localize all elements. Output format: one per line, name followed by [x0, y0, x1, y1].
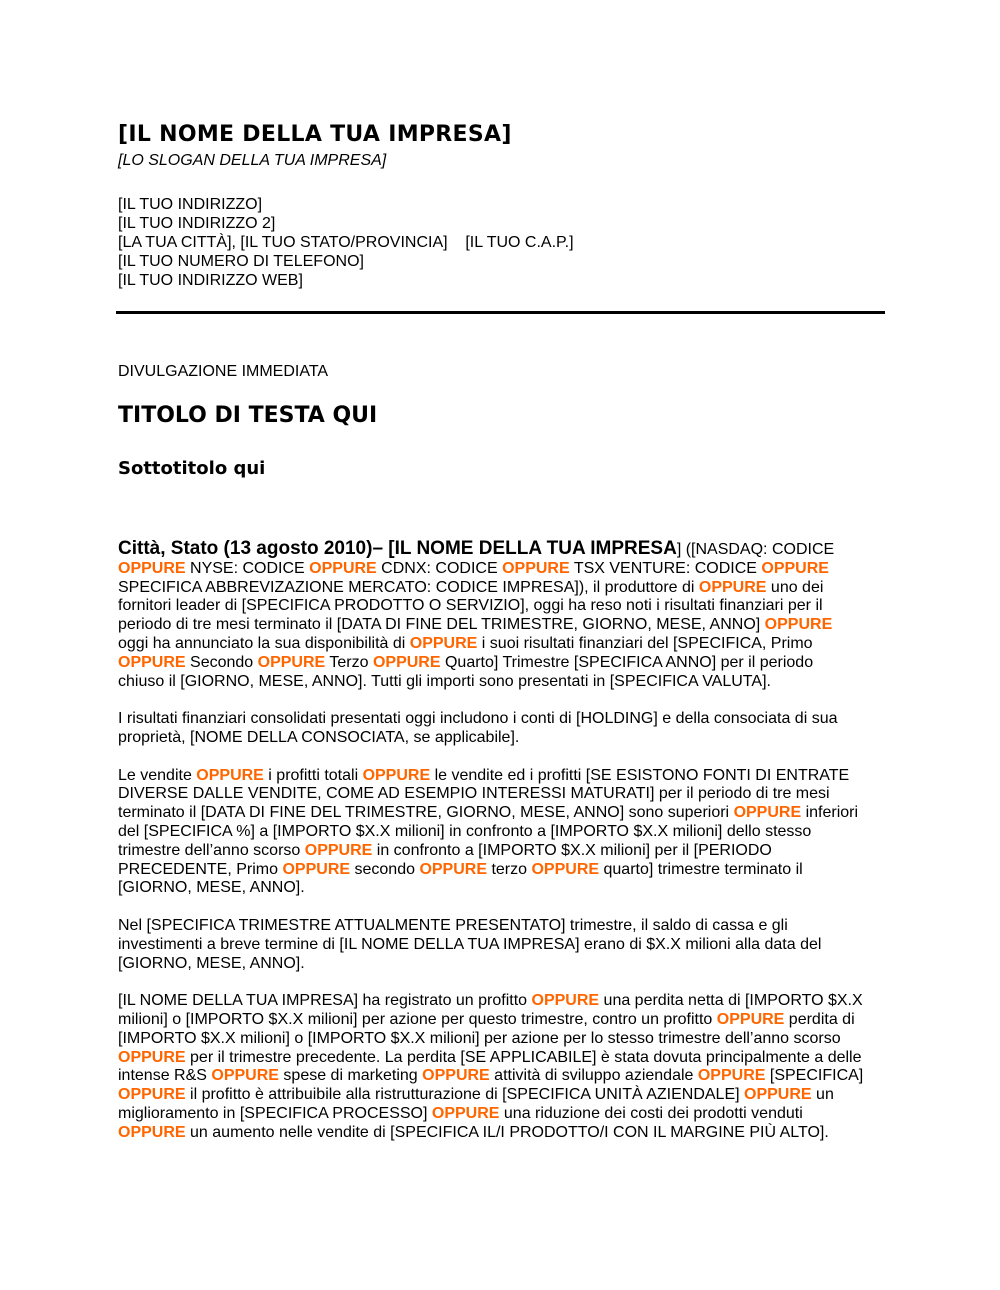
text-segment: [IMPORTO $X.X milioni] o [IMPORTO $X.X milioni] per azione per lo stesso trimestre dell’anno scorso — [118, 1029, 841, 1047]
alternative-keyword: OPPURE — [697, 1067, 766, 1085]
text-segment: del [SPECIFICA %] a [IMPORTO $X.X milioni] in confronto a [IMPORTO $X.X milioni] dello stesso — [118, 822, 812, 840]
text-line — [118, 616, 863, 635]
text-segment: inferiori — [801, 804, 859, 822]
address-block — [118, 195, 574, 290]
text-segment: chiuso il [GIORNO, MESE, ANNO]. Tutti gli importi sono presentati in [SPECIFICA VALUTA]. — [118, 672, 771, 690]
text-segment: oggi ha annunciato la sua disponibilità di — [118, 634, 410, 652]
text-segment: Secondo — [185, 653, 258, 671]
text-segment: miglioramento in [SPECIFICA PROCESSO] — [118, 1104, 432, 1122]
alternative-keyword: OPPURE — [118, 559, 186, 577]
dateline-lead: Città, Stato (13 agosto 2010)– [IL NOME DELLA TUA IMPRESA — [118, 538, 677, 559]
text-segment: investimenti a breve termine di [IL NOME DELLA TUA IMPRESA] erano di $X.X milioni alla data del — [118, 935, 822, 953]
text-segment: intense R&S — [118, 1067, 212, 1085]
text-segment: terzo — [487, 860, 532, 878]
alternative-keyword: OPPURE — [419, 860, 488, 878]
text-segment: proprietà, [NOME DELLA CONSOCIATA, se applicabile]. — [118, 728, 520, 746]
text-segment: SPECIFICA ABBREVIZAZIONE MERCATO: CODICE IMPRESA]), il produttore di — [118, 578, 699, 596]
release-body — [118, 540, 863, 1161]
text-segment: per il trimestre precedente. La perdita [SE APPLICABILE] è stata dovuta principalmente a delle — [185, 1048, 862, 1066]
text-line — [118, 710, 863, 729]
text-segment: [SPECIFICA] — [765, 1067, 864, 1085]
text-segment: Terzo — [325, 653, 373, 671]
text-line — [118, 842, 863, 861]
address-city-state-zip: [LA TUA CITTÀ], [IL TUO STATO/PROVINCIA] [IL TUO C.A.P.] — [118, 234, 574, 251]
text-segment: il profitto è attribuibile alla ristrutturazione di [SPECIFICA UNITÀ AZIENDALE] — [185, 1086, 745, 1104]
alternative-keyword: OPPURE — [372, 653, 441, 671]
alternative-keyword: OPPURE — [118, 1123, 186, 1141]
text-segment: trimestre dell’anno scorso — [118, 841, 305, 859]
alternative-keyword: OPPURE — [211, 1067, 279, 1085]
alternative-keyword: OPPURE — [531, 860, 600, 878]
text-line — [118, 879, 863, 898]
text-segment: [GIORNO, MESE, ANNO]. — [118, 879, 305, 897]
alternative-keyword: OPPURE — [362, 766, 431, 784]
company-slogan: [LO SLOGAN DELLA TUA IMPRESA] — [118, 152, 387, 169]
text-segment: attività di sviluppo aziendale — [489, 1067, 698, 1085]
address-web: [IL TUO INDIRIZZO WEB] — [118, 272, 303, 289]
body-paragraph — [118, 710, 863, 748]
text-line — [118, 729, 863, 748]
alternative-keyword: OPPURE — [744, 1086, 812, 1104]
address-line-2: [IL TUO INDIRIZZO 2] — [118, 215, 276, 232]
text-segment: secondo — [350, 860, 420, 878]
address-line-1: [IL TUO INDIRIZZO] — [118, 196, 263, 213]
text-line — [118, 1011, 863, 1030]
text-segment: CDNX: CODICE — [376, 559, 503, 577]
alternative-keyword: OPPURE — [409, 634, 478, 652]
body-paragraph — [118, 917, 863, 973]
alternative-keyword: OPPURE — [118, 653, 186, 671]
text-line — [118, 597, 863, 616]
alternative-keyword: OPPURE — [257, 653, 326, 671]
text-segment: Quarto] Trimestre [SPECIFICA ANNO] per il periodo — [440, 653, 814, 671]
alternative-keyword: OPPURE — [502, 559, 570, 577]
text-segment: periodo di tre mesi terminato il [DATA DI FINE DEL TRIMESTRE, GIORNO, MESE, ANNO] — [118, 616, 765, 634]
text-segment: un — [811, 1086, 834, 1104]
text-line — [118, 560, 863, 579]
alternative-keyword: OPPURE — [698, 578, 767, 596]
text-segment: Le vendite — [118, 766, 197, 784]
header-divider — [116, 311, 885, 314]
alternative-keyword: OPPURE — [431, 1104, 500, 1122]
text-segment: una riduzione dei costi dei prodotti venduti — [499, 1104, 803, 1122]
text-segment: i profitti totali — [263, 766, 363, 784]
subtitle: Sottotitolo qui — [118, 458, 266, 479]
text-line — [118, 992, 863, 1011]
alternative-keyword: OPPURE — [309, 559, 377, 577]
text-segment: quarto] trimestre terminato il — [599, 860, 803, 878]
alternative-keyword: OPPURE — [282, 860, 351, 878]
body-paragraph — [118, 767, 863, 899]
text-line — [118, 767, 863, 786]
text-segment: DIVERSE DALLE VENDITE, COME AD ESEMPIO INTERESSI MATURATI] per il periodo di tre mesi — [118, 785, 830, 803]
alternative-keyword: OPPURE — [304, 841, 373, 859]
text-line — [118, 1124, 863, 1143]
text-segment: fornitori leader di [SPECIFICA PRODOTTO O SERVIZIO], oggi ha reso noti i risultati finanziari per il — [118, 597, 823, 615]
text-segment: terminato il [DATA DI FINE DEL TRIMESTRE, GIORNO, MESE, ANNO] sono superiori — [118, 804, 734, 822]
text-line — [118, 1086, 863, 1105]
text-segment: un aumento nelle vendite di [SPECIFICA IL/I PRODOTTO/I CON IL MARGINE PIÙ ALTO]. — [185, 1123, 829, 1141]
alternative-keyword: OPPURE — [716, 1010, 785, 1028]
text-line — [118, 861, 863, 880]
body-paragraph — [118, 540, 863, 691]
text-line — [118, 673, 863, 692]
text-line — [118, 635, 863, 654]
text-segment: I risultati finanziari consolidati presentati oggi includono i conti di [HOLDING] e della consociata di sua — [118, 710, 838, 728]
text-segment: in confronto a [IMPORTO $X.X milioni] per il [PERIODO — [372, 841, 772, 859]
alternative-keyword: OPPURE — [118, 1086, 186, 1104]
address-phone: [IL TUO NUMERO DI TELEFONO] — [118, 253, 364, 270]
text-line — [118, 1067, 863, 1086]
text-segment: perdita di — [784, 1010, 855, 1028]
text-segment: milioni] o [IMPORTO $X.X milioni] per azione per questo trimestre, contro un profitto — [118, 1010, 717, 1028]
text-line — [118, 955, 863, 974]
text-segment: uno dei — [766, 578, 824, 596]
text-segment: NYSE: CODICE — [185, 559, 310, 577]
company-name: [IL NOME DELLA TUA IMPRESA] — [118, 122, 512, 147]
text-segment: una perdita netta di [IMPORTO $X.X — [599, 992, 863, 1010]
alternative-keyword: OPPURE — [422, 1067, 490, 1085]
text-line — [118, 1105, 863, 1124]
text-segment: le vendite ed i profitti [SE ESISTONO FONTI DI ENTRATE — [430, 766, 850, 784]
alternative-keyword: OPPURE — [531, 992, 600, 1010]
text-segment: TSX VENTURE: CODICE — [569, 559, 762, 577]
text-line — [118, 804, 863, 823]
text-segment: Nel [SPECIFICA TRIMESTRE ATTUALMENTE PRESENTATO] trimestre, il saldo di cassa e gli — [118, 916, 788, 934]
alternative-keyword: OPPURE — [764, 616, 833, 634]
text-line — [118, 1049, 863, 1068]
text-segment: spese di marketing — [278, 1067, 423, 1085]
alternative-keyword: OPPURE — [761, 559, 829, 577]
text-segment: ] ([NASDAQ: CODICE — [676, 541, 835, 558]
text-line — [118, 936, 863, 955]
text-segment: PRECEDENTE, Primo — [118, 860, 283, 878]
body-paragraph — [118, 992, 863, 1142]
text-line — [118, 1030, 863, 1049]
text-line — [118, 654, 863, 673]
text-segment: [GIORNO, MESE, ANNO]. — [118, 954, 305, 972]
alternative-keyword: OPPURE — [733, 804, 802, 822]
text-line — [118, 785, 863, 804]
text-line — [118, 917, 863, 936]
disclosure-label: DIVULGAZIONE IMMEDIATA — [118, 363, 329, 380]
text-segment: i suoi risultati finanziari del [SPECIFICA, Primo — [477, 634, 813, 652]
alternative-keyword: OPPURE — [196, 766, 264, 784]
text-line — [118, 823, 863, 842]
text-segment: [IL NOME DELLA TUA IMPRESA] ha registrato un profitto — [118, 992, 532, 1010]
text-line — [118, 579, 863, 598]
headline: TITOLO DI TESTA QUI — [118, 403, 378, 428]
text-line — [118, 540, 863, 560]
alternative-keyword: OPPURE — [118, 1048, 186, 1066]
